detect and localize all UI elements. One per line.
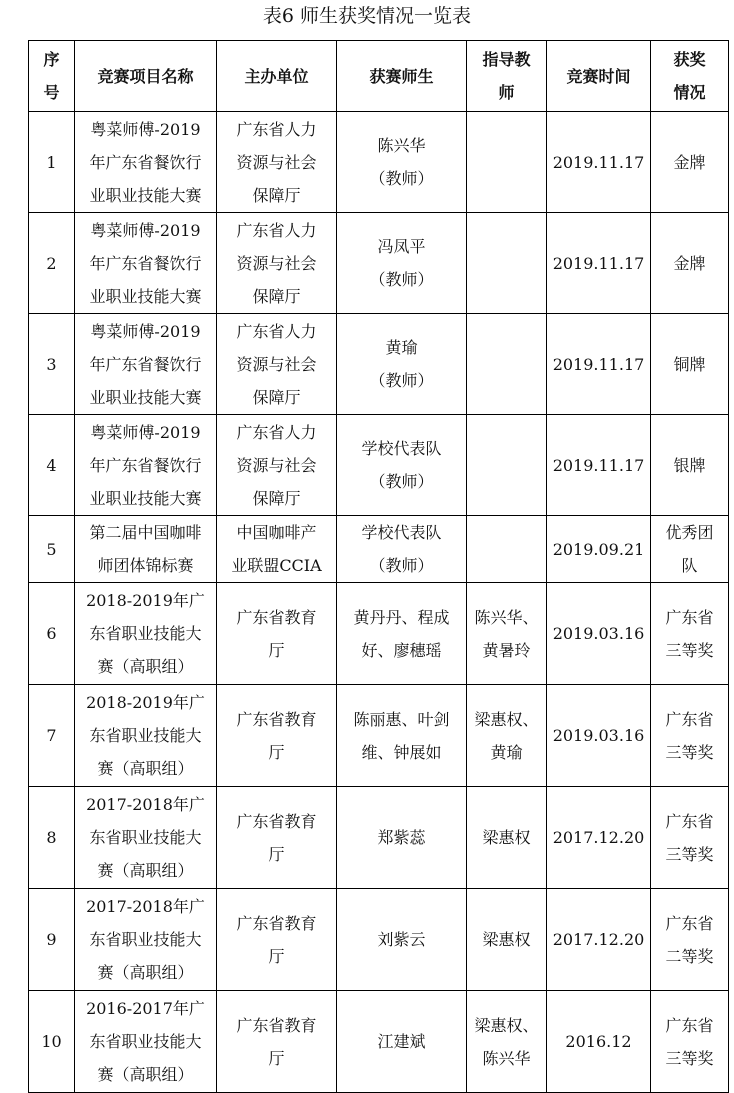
table-row [29, 415, 729, 516]
table-row [29, 213, 729, 314]
table-row [29, 583, 729, 685]
cell-no: 3 [29, 314, 75, 415]
table-row [29, 889, 729, 991]
cell-name: 2018-2019年广 东省职业技能大 赛（高职组） [75, 583, 217, 685]
cell-advisor [467, 314, 547, 415]
cell-org: 广东省教育 厅 [217, 991, 337, 1093]
cell-no: 6 [29, 583, 75, 685]
cell-org: 广东省教育 厅 [217, 685, 337, 787]
cell-award: 广东省 三等奖 [651, 685, 729, 787]
cell-advisor [467, 415, 547, 516]
cell-date: 2016.12 [547, 991, 651, 1093]
cell-no: 2 [29, 213, 75, 314]
cell-advisor: 梁惠权、 黄瑜 [467, 685, 547, 787]
header-row [29, 41, 729, 112]
cell-winners: 刘紫云 [337, 889, 467, 991]
cell-name: 2016-2017年广 东省职业技能大 赛（高职组） [75, 991, 217, 1093]
cell-winners: 陈丽惠、叶剑 维、钟展如 [337, 685, 467, 787]
cell-date: 2017.12.20 [547, 889, 651, 991]
cell-org: 广东省人力 资源与社会 保障厅 [217, 112, 337, 213]
cell-date: 2019.03.16 [547, 583, 651, 685]
cell-award: 金牌 [651, 112, 729, 213]
cell-date: 2017.12.20 [547, 787, 651, 889]
cell-winners: 学校代表队 （教师） [337, 415, 467, 516]
cell-date: 2019.03.16 [547, 685, 651, 787]
cell-winners: 陈兴华 （教师） [337, 112, 467, 213]
cell-no: 8 [29, 787, 75, 889]
cell-name: 第二届中国咖啡 师团体锦标赛 [75, 516, 217, 583]
cell-date: 2019.11.17 [547, 112, 651, 213]
cell-date: 2019.11.17 [547, 213, 651, 314]
cell-no: 9 [29, 889, 75, 991]
table-row [29, 685, 729, 787]
cell-no: 4 [29, 415, 75, 516]
cell-award: 优秀团 队 [651, 516, 729, 583]
header-no: 序 号 [29, 41, 75, 112]
cell-award: 银牌 [651, 415, 729, 516]
cell-name: 粤菜师傅-2019 年广东省餐饮行 业职业技能大赛 [75, 314, 217, 415]
cell-org: 广东省人力 资源与社会 保障厅 [217, 314, 337, 415]
table-row [29, 314, 729, 415]
cell-org: 广东省人力 资源与社会 保障厅 [217, 213, 337, 314]
cell-advisor: 梁惠权 [467, 787, 547, 889]
cell-no: 7 [29, 685, 75, 787]
table-row [29, 516, 729, 583]
table-row [29, 991, 729, 1093]
cell-advisor: 梁惠权 [467, 889, 547, 991]
cell-date: 2019.11.17 [547, 415, 651, 516]
cell-award: 广东省 三等奖 [651, 787, 729, 889]
header-date: 竞赛时间 [547, 41, 651, 112]
cell-org: 广东省教育 厅 [217, 583, 337, 685]
cell-name: 2018-2019年广 东省职业技能大 赛（高职组） [75, 685, 217, 787]
cell-winners: 黄瑜 （教师） [337, 314, 467, 415]
cell-winners: 郑紫蕊 [337, 787, 467, 889]
cell-date: 2019.09.21 [547, 516, 651, 583]
cell-award: 铜牌 [651, 314, 729, 415]
cell-no: 5 [29, 516, 75, 583]
cell-winners: 黄丹丹、程成 好、廖穗瑶 [337, 583, 467, 685]
cell-name: 2017-2018年广 东省职业技能大 赛（高职组） [75, 889, 217, 991]
awards-table [28, 40, 729, 1093]
cell-winners: 江建斌 [337, 991, 467, 1093]
cell-name: 粤菜师傅-2019 年广东省餐饮行 业职业技能大赛 [75, 112, 217, 213]
cell-advisor [467, 112, 547, 213]
cell-winners: 冯凤平 （教师） [337, 213, 467, 314]
header-name: 竞赛项目名称 [75, 41, 217, 112]
cell-award: 广东省 三等奖 [651, 583, 729, 685]
cell-org: 广东省教育 厅 [217, 787, 337, 889]
cell-org: 中国咖啡产 业联盟CCIA [217, 516, 337, 583]
header-advisor: 指导教 师 [467, 41, 547, 112]
cell-advisor [467, 516, 547, 583]
cell-name: 粤菜师傅-2019 年广东省餐饮行 业职业技能大赛 [75, 213, 217, 314]
header-award: 获奖 情况 [651, 41, 729, 112]
cell-date: 2019.11.17 [547, 314, 651, 415]
cell-award: 广东省 二等奖 [651, 889, 729, 991]
cell-name: 粤菜师傅-2019 年广东省餐饮行 业职业技能大赛 [75, 415, 217, 516]
header-org: 主办单位 [217, 41, 337, 112]
cell-award: 广东省 三等奖 [651, 991, 729, 1093]
cell-no: 10 [29, 991, 75, 1093]
cell-winners: 学校代表队 （教师） [337, 516, 467, 583]
cell-advisor: 梁惠权、 陈兴华 [467, 991, 547, 1093]
table-row [29, 787, 729, 889]
cell-name: 2017-2018年广 东省职业技能大 赛（高职组） [75, 787, 217, 889]
cell-advisor [467, 213, 547, 314]
cell-org: 广东省教育 厅 [217, 889, 337, 991]
table-row [29, 112, 729, 213]
header-winners: 获赛师生 [337, 41, 467, 112]
cell-award: 金牌 [651, 213, 729, 314]
cell-advisor: 陈兴华、 黄暑玲 [467, 583, 547, 685]
cell-no: 1 [29, 112, 75, 213]
table-caption: 表6 师生获奖情况一览表 [262, 5, 472, 27]
cell-org: 广东省人力 资源与社会 保障厅 [217, 415, 337, 516]
